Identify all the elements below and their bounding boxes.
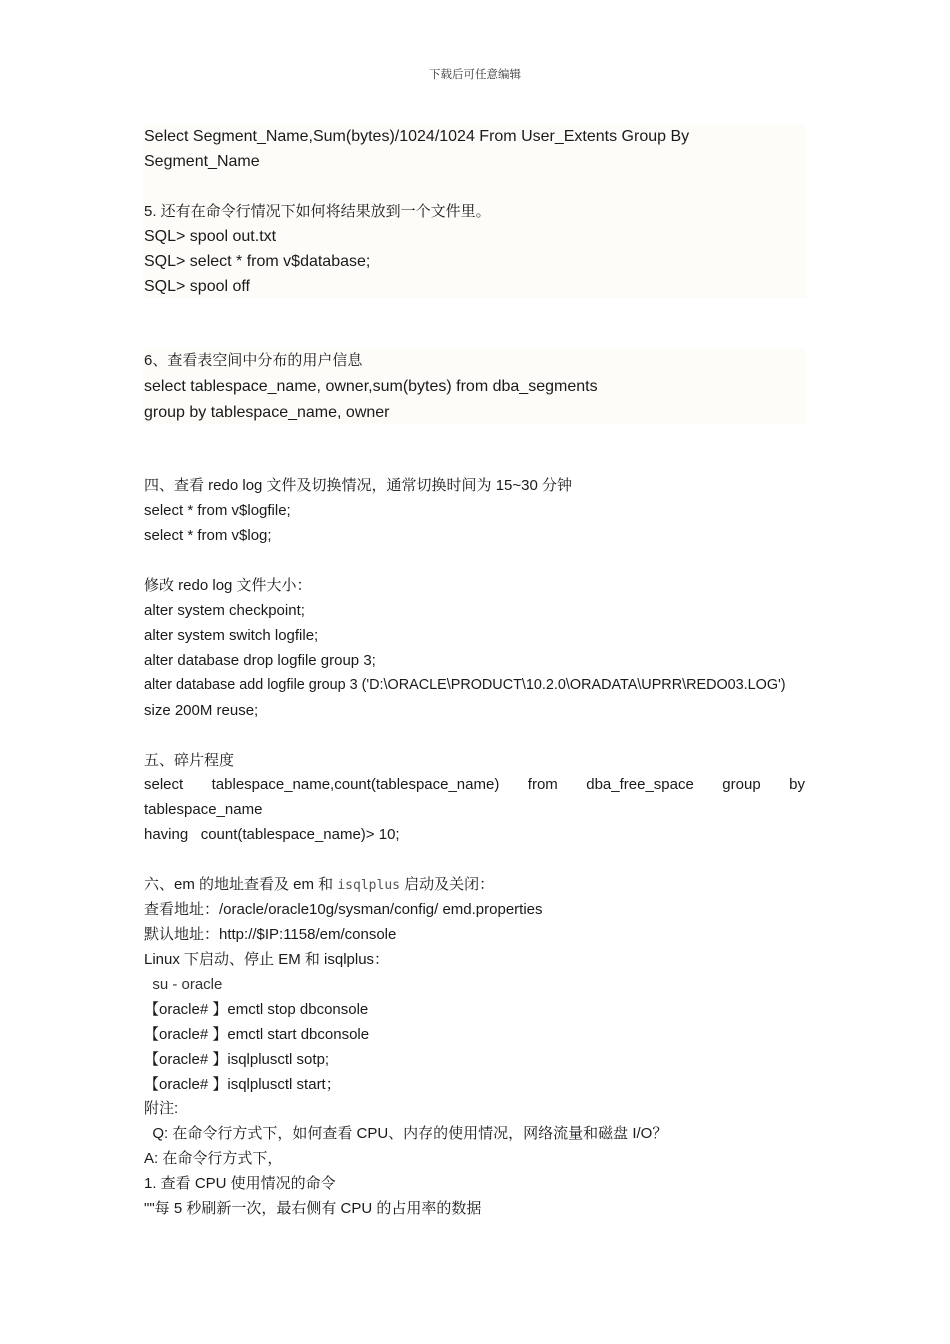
text-line: Select Segment_Name,Sum(bytes)/1024/1024 From User_Extents Group By (144, 128, 690, 145)
word: select (144, 776, 184, 793)
code-line: tablespace_name (144, 801, 263, 818)
code-line: select * from v$logfile; (144, 502, 291, 519)
question-heading: 5. 还有在命令行情况下如何将结果放到一个文件里。 (144, 203, 491, 220)
code-line: alter system checkpoint; (144, 602, 305, 619)
heading-text: 六、em 的地址查看及 em 和 (144, 876, 338, 893)
code-line: alter system switch logfile; (144, 627, 319, 644)
code-line: alter database drop logfile group 3; (144, 652, 376, 669)
text-line: Segment_Name (144, 153, 260, 170)
code-line: su - oracle (144, 976, 223, 993)
code-line: SQL> spool out.txt (144, 228, 277, 245)
heading-text: 启动及关闭： (399, 876, 495, 893)
question-line: Q: 在命令行方式下，如何查看 CPU、内存的使用情况，网络流量和磁盘 I/O？ (144, 1125, 668, 1142)
word: dba_free_space (586, 776, 694, 793)
code-line: SQL> spool off (144, 278, 250, 295)
text-line: Linux 下启动、停止 EM 和 isqlplus： (144, 951, 390, 968)
question-heading: 6、查看表空间中分布的用户信息 (144, 352, 363, 369)
word: tablespace_name,count(tablespace_name) (211, 776, 500, 793)
code-line: SQL> select * from v$database; (144, 253, 371, 270)
code-line: group by tablespace_name, owner (144, 404, 390, 421)
code-line: size 200M reuse; (144, 702, 259, 719)
code-line: select * from v$log; (144, 527, 272, 544)
text-line: ""每 5 秒刷新一次，最右侧有 CPU 的占用率的数据 (144, 1200, 482, 1217)
sub-heading: 修改 redo log 文件大小： (144, 577, 312, 594)
word: by (789, 776, 805, 793)
code-line: 【oracle# 】isqlplusctl start； (144, 1076, 341, 1093)
text-line: 默认地址：http://$IP:1158/em/console (144, 926, 397, 943)
page-header: 下载后可任意编辑 (429, 67, 521, 81)
note-label: 附注: (144, 1100, 179, 1117)
code-line: 【oracle# 】emctl start dbconsole (144, 1026, 370, 1043)
text-line: 1. 查看 CPU 使用情况的命令 (144, 1175, 336, 1192)
text-line: 查看地址：/oracle/oracle10g/sysman/config/ emd.properties (144, 901, 543, 918)
code-line: having count(tablespace_name)> 10; (144, 826, 400, 843)
code-line: 【oracle# 】isqlplusctl sotp; (144, 1051, 330, 1068)
code-line: 【oracle# 】emctl stop dbconsole (144, 1001, 369, 1018)
section-heading: 五、碎片程度 (144, 752, 235, 769)
code-line: select tablespace_name, owner,sum(bytes) from dba_segments (144, 378, 598, 395)
answer-line: A: 在命令行方式下， (144, 1150, 283, 1167)
section-heading: 四、查看 redo log 文件及切换情况，通常切换时间为 15~30 分钟 (144, 477, 573, 494)
word: group (722, 776, 761, 793)
heading-mono-text: isqlplus (337, 878, 400, 893)
section-heading (144, 872, 494, 898)
code-line: alter database add logfile group 3 ('D:\ORACLE\PRODUCT\10.2.0\ORADATA\UPRR\REDO03.LOG') (144, 677, 786, 693)
word: from (527, 776, 558, 793)
justified-code-line (144, 772, 805, 797)
